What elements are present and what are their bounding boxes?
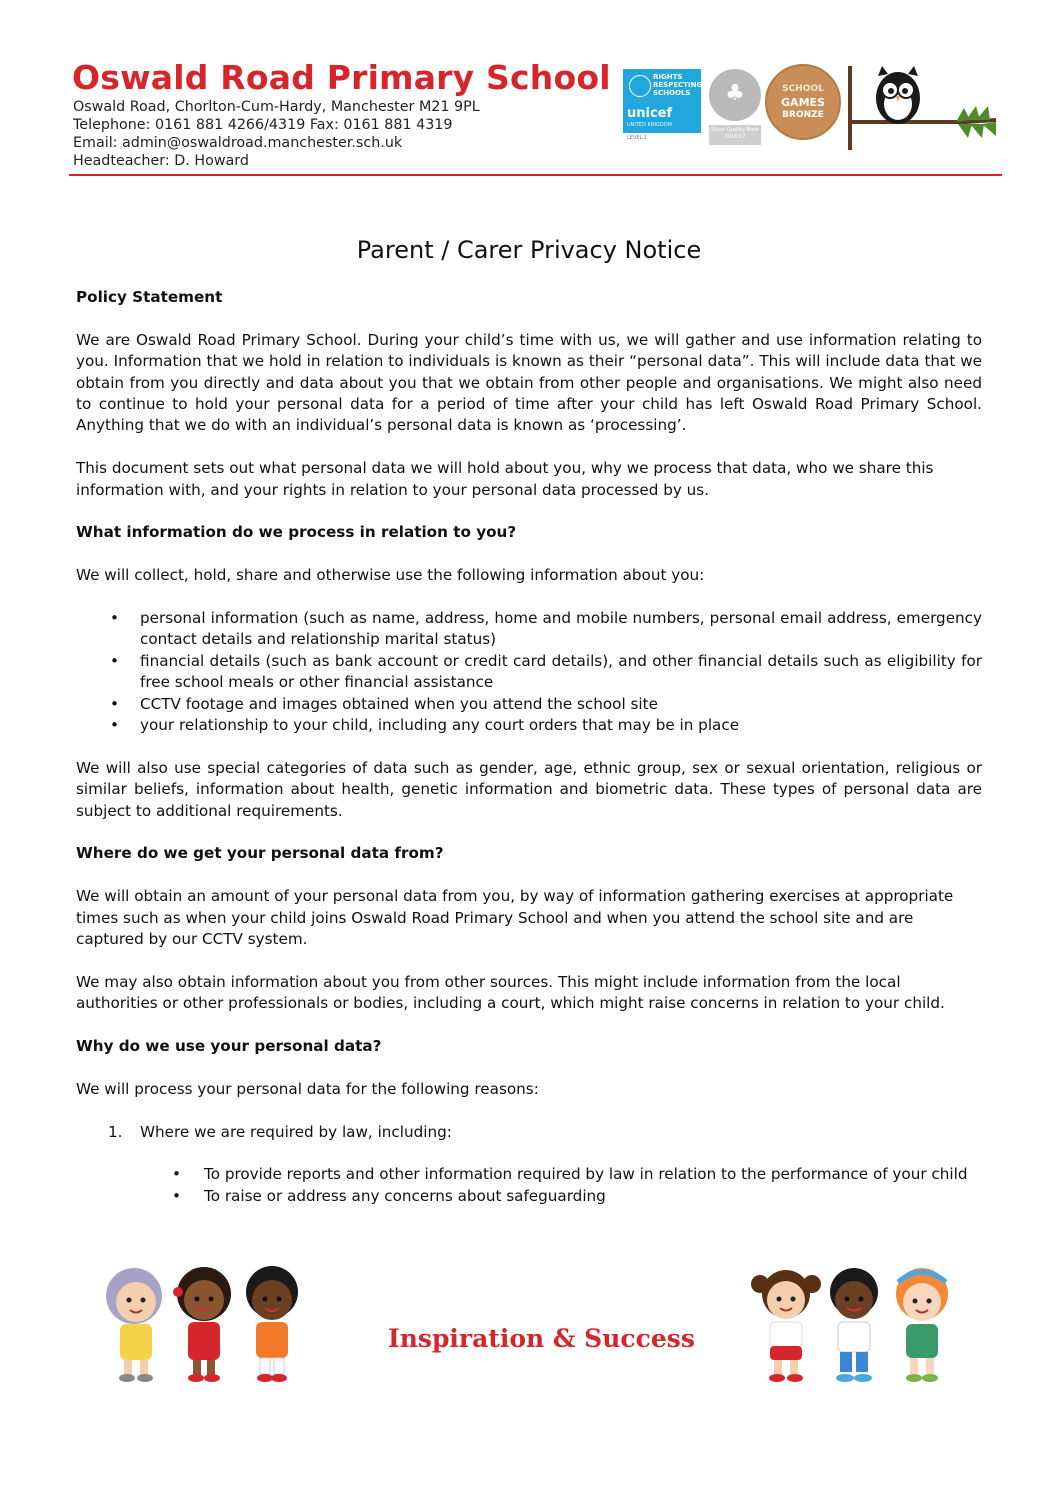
bullet-icon: • [110,609,119,628]
where-paragraph-1: We will obtain an amount of your personal data from you, by way of information gathering exercises at appropriate times such as when your child joins Oswald Road Primary School and when you attend the school site and are captured by our CCTV system. [76,887,954,949]
school-motto: Inspiration & Success [388,1324,695,1353]
where-paragraph-2: We may also obtain information about you from other sources. This might include information from the local authorities or other professionals or bodies, including a court, which might raise concerns in relation to your child. [76,972,945,1013]
what-information-intro: We will collect, hold, share and otherwise use the following information about you: [76,566,705,585]
list-number: 1. [108,1122,123,1141]
list-item: 1. Where we are required by law, including: [76,1122,982,1143]
bullet-icon: • [172,1186,181,1205]
school-headteacher: Headteacher: D. Howard [73,153,250,169]
list-item: • personal information (such as name, address, home and mobile numbers, personal email address, emergency contact details and relationship marital status) [110,609,982,649]
list-item: • CCTV footage and images obtained when you attend the school site [76,694,982,715]
bullet-icon: • [110,716,119,735]
unicef-sub-text: UNITED KINGDOM [627,122,672,128]
document-body [76,287,982,1207]
school-email: Email: admin@oswaldroad.manchester.sch.uk [73,135,403,151]
children-illustration-right [746,1262,966,1388]
why-intro: We will process your personal data for the following reasons: [76,1079,539,1098]
policy-paragraph-1: We are Oswald Road Primary School. During your child’s time with us, we will gather and use information relating to you. Information that we hold in relation to individuals is known as their “personal data”. This will include data that we obtain from you directly and data about you that we obtain from other people and organisations. We might also need to continue to hold your personal data for a period of time after your child has left Oswald Road Primary School. Anything that we do with an individual’s personal data is known as ‘processing’. [76,330,982,435]
letterhead-divider [69,174,1002,176]
school-telephone: Telephone: 0161 881 4266/4319 Fax: 0161 881 4319 [73,117,453,133]
games-badge-line2: GAMES [781,96,825,109]
children-illustration-left [96,1262,312,1388]
bullet-icon: • [110,694,119,713]
policy-paragraph-2: This document sets out what personal data we will hold about you, why we process that data, who we share this information with, and your rights in relation to your personal data processed by us. [76,459,934,499]
letterhead [0,0,1058,180]
silver-quality-mark-badge [709,69,761,121]
legal-reasons-sublist [76,1164,982,1207]
games-badge-line3: BRONZE [782,110,824,120]
rrs-badge-text: RIGHTS RESPECTING SCHOOLS [653,73,703,97]
policy-statement-heading: Policy Statement [76,288,223,306]
silver-quality-mark-caption: Silver Quality Mark 2016/17 [709,125,761,145]
bullet-icon: • [172,1165,181,1184]
rights-respecting-schools-badge [623,69,701,133]
school-name: Oswald Road Primary School [72,58,611,97]
school-games-bronze-badge [765,64,841,140]
reasons-list [76,1122,982,1143]
list-item: • financial details (such as bank account or credit card details), and other financial details such as eligibility for free school meals or other financial assistance [110,651,982,692]
where-data-from-heading: Where do we get your personal data from? [76,844,444,863]
bullet-icon: • [110,651,119,670]
athletes-icon: ♣ [725,81,745,106]
unicef-logo-text: unicef [627,106,673,121]
games-badge-line1: SCHOOL [782,84,824,94]
list-item: • To raise or address any concerns about safeguarding [76,1186,982,1207]
special-categories-paragraph: We will also use special categories of data such as gender, age, ethnic group, sex or sexual orientation, religious or similar beliefs, information about health, genetic information and biometric data. These types of personal data are subject to additional requirements. [76,758,982,820]
owl-on-branch-logo [846,62,1006,154]
why-use-data-heading: Why do we use your personal data? [76,1037,382,1056]
globe-icon [629,75,651,97]
list-item: • To provide reports and other information required by law in relation to the performance of your child [76,1164,982,1185]
school-address: Oswald Road, Chorlton-Cum-Hardy, Manchester M21 9PL [73,99,480,115]
what-information-heading: What information do we process in relation to you? [76,523,517,542]
rrs-level-text: LEVEL 1 [627,135,648,141]
list-item: • your relationship to your child, including any court orders that may be in place [76,715,982,736]
document-title: Parent / Carer Privacy Notice [356,236,702,264]
information-list [76,608,982,736]
